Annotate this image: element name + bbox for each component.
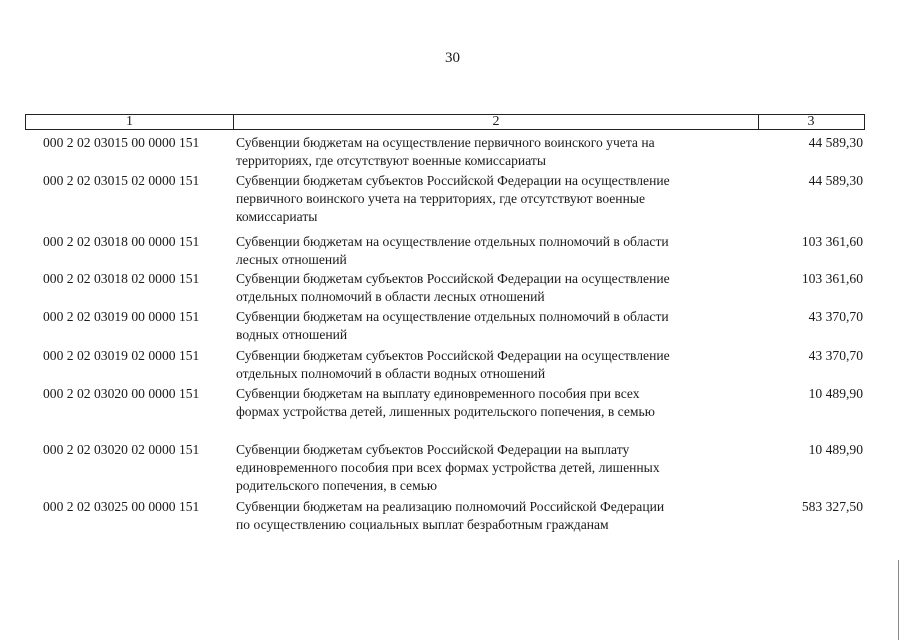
header-col-3: 3 <box>807 114 815 129</box>
row-code: 000 2 02 03015 00 0000 151 <box>43 135 200 150</box>
description-line: Субвенции бюджетам на осуществление отдельных полномочий в области <box>236 234 669 249</box>
description-line: территориях, где отсутствуют военные комиссариаты <box>236 153 546 168</box>
row-code: 000 2 02 03019 00 0000 151 <box>43 309 200 324</box>
description-line: единовременного пособия при всех формах устройства детей, лишенных <box>236 460 660 475</box>
row-amount: 43 370,70 <box>808 348 863 363</box>
row-description <box>236 270 736 306</box>
row-code: 000 2 02 03018 02 0000 151 <box>43 271 200 286</box>
row-description <box>236 347 736 383</box>
row-code: 000 2 02 03025 00 0000 151 <box>43 499 200 514</box>
row-amount: 103 361,60 <box>801 234 863 249</box>
description-line: по осуществлению социальных выплат безработным гражданам <box>236 517 609 532</box>
row-amount: 583 327,50 <box>801 499 863 514</box>
row-code: 000 2 02 03020 02 0000 151 <box>43 442 200 457</box>
row-description <box>236 134 736 170</box>
row-code: 000 2 02 03020 00 0000 151 <box>43 386 200 401</box>
description-line: отдельных полномочий в области лесных отношений <box>236 289 545 304</box>
row-description <box>236 233 736 269</box>
scan-edge-line <box>898 560 899 640</box>
description-line: формах устройства детей, лишенных родительского попечения, в семью <box>236 404 655 419</box>
description-line: Субвенции бюджетам на осуществление первичного воинского учета на <box>236 135 655 150</box>
row-amount: 44 589,30 <box>808 135 863 150</box>
row-code: 000 2 02 03015 02 0000 151 <box>43 173 200 188</box>
description-line: отдельных полномочий в области водных отношений <box>236 366 546 381</box>
row-code: 000 2 02 03018 00 0000 151 <box>43 234 200 249</box>
row-description <box>236 498 736 534</box>
row-description <box>236 385 736 421</box>
table-header <box>25 114 865 130</box>
row-description <box>236 308 736 344</box>
description-line: Субвенции бюджетам на осуществление отдельных полномочий в области <box>236 309 669 324</box>
row-description <box>236 441 736 495</box>
row-code: 000 2 02 03019 02 0000 151 <box>43 348 200 363</box>
description-line: водных отношений <box>236 327 348 342</box>
description-line: Субвенции бюджетам на реализацию полномочий Российской Федерации <box>236 499 665 514</box>
row-amount: 103 361,60 <box>801 271 863 286</box>
description-line: Субвенции бюджетам субъектов Российской Федерации на осуществление <box>236 271 670 286</box>
description-line: Субвенции бюджетам субъектов Российской Федерации на осуществление <box>236 348 670 363</box>
description-line: лесных отношений <box>236 252 347 267</box>
page-number: 30 <box>445 50 460 66</box>
row-description <box>236 172 736 226</box>
row-amount: 43 370,70 <box>808 309 863 324</box>
description-line: комиссариаты <box>236 209 318 224</box>
description-line: родительского попечения, в семью <box>236 478 438 493</box>
row-amount: 10 489,90 <box>808 386 863 401</box>
header-col-2: 2 <box>234 115 759 129</box>
description-line: Субвенции бюджетам субъектов Российской Федерации на выплату <box>236 442 630 457</box>
description-line: Субвенции бюджетам на выплату единовременного пособия при всех <box>236 386 640 401</box>
row-amount: 10 489,90 <box>808 442 863 457</box>
description-line: Субвенции бюджетам субъектов Российской Федерации на осуществление <box>236 173 670 188</box>
description-line: первичного воинского учета на территориях, где отсутствуют военные <box>236 191 646 206</box>
row-amount: 44 589,30 <box>808 173 863 188</box>
header-col-1: 1 <box>26 115 234 129</box>
